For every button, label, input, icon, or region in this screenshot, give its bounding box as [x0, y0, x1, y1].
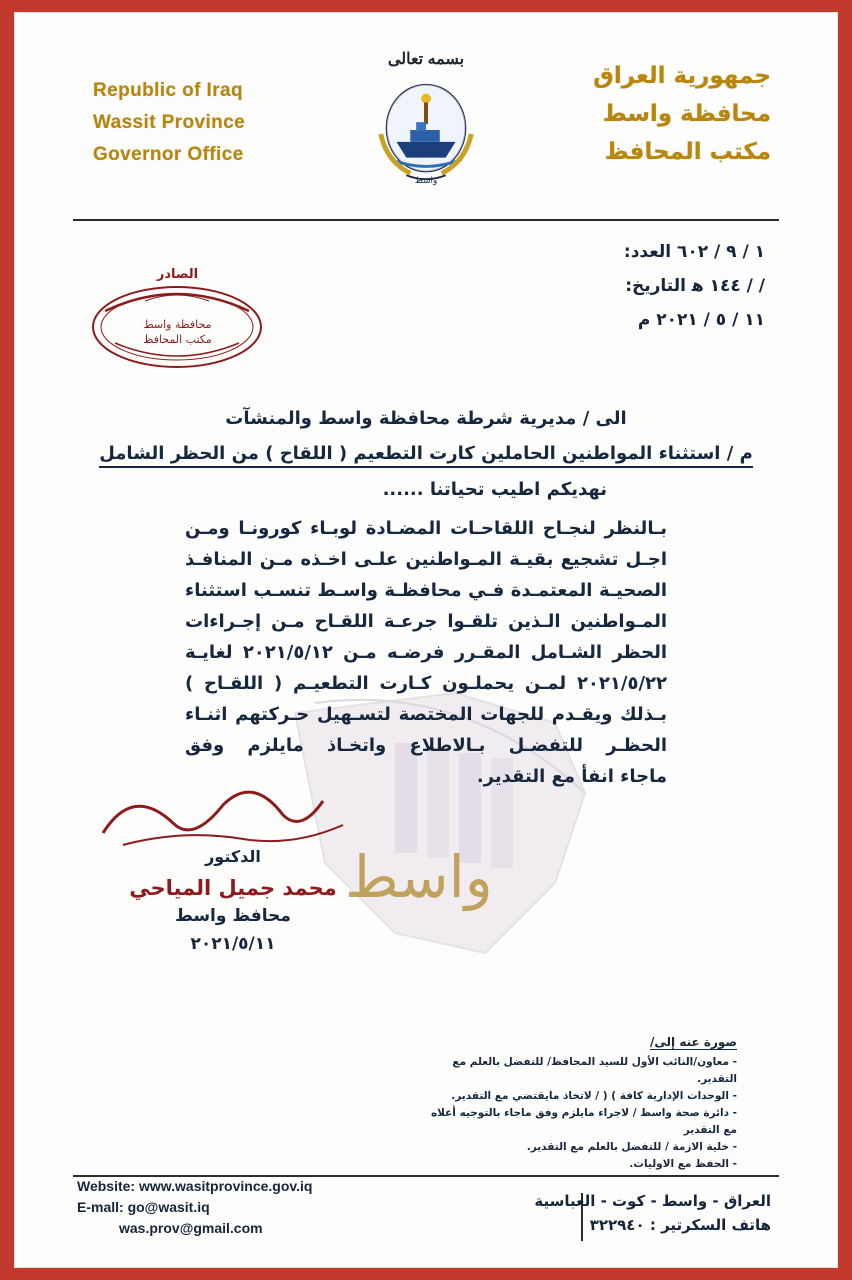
iraq-wasit-emblem-icon: [367, 73, 485, 191]
footer-email-label: E-mall:: [77, 1199, 124, 1215]
reference-date-row: [568, 269, 771, 303]
subject-line: [15, 443, 837, 464]
footer-contact-arabic: [534, 1189, 771, 1237]
footer-website-row: [77, 1176, 312, 1197]
outgoing-stamp: [85, 267, 270, 376]
svg-text:واسط: واسط: [414, 176, 438, 187]
reference-number-label: العدد:: [623, 242, 672, 262]
english-letterhead: [93, 75, 245, 171]
body-paragraph: [185, 513, 667, 792]
gregorian-date-value: ١١ / ٥ / ٢٠٢١ م: [637, 310, 765, 330]
signature-role: محافظ واسط: [175, 906, 291, 926]
signature-title: الدكتور: [205, 847, 261, 866]
greeting-line: نهديكم اطيب تحياتنا ......: [382, 479, 607, 500]
gregorian-date-row: [568, 303, 771, 337]
reference-block: [568, 235, 771, 337]
footer-contact-english: [77, 1176, 312, 1239]
arabic-letterhead: [531, 57, 771, 171]
signature-name: محمد جميل المياحي: [129, 876, 337, 900]
subject-text: م / استثناء المواطنين الحاملين كارت التطعيم ( اللقاح ) من الحظر الشامل: [99, 443, 753, 468]
stamp-line-1: محافظة واسط: [143, 318, 212, 331]
addressee-line: الى / مديرية شرطة محافظة واسط والمنشآت: [225, 408, 627, 429]
stamp-line-2: مكتب المحافظ: [143, 333, 212, 346]
footer-email-value[interactable]: go@wasit.iq: [127, 1199, 210, 1215]
footer-website-label: Website:: [77, 1178, 136, 1194]
cc-list: [417, 1054, 737, 1173]
footer-address: العراق - واسط - كوت - العباسية: [534, 1192, 771, 1210]
footer-email-row: [77, 1197, 312, 1218]
reference-number-value: ١ / ٩ / ٦٠٢: [676, 242, 765, 262]
arabic-line-1: جمهورية العراق: [593, 63, 771, 89]
document-sheet: [14, 12, 838, 1268]
cc-block: [417, 1031, 737, 1173]
watermark-text: واسط: [345, 843, 493, 911]
cc-item: - دائرة صحة واسط / لاجراء مايلزم وفق ماجاء بالتوجيه أعلاه مع التقدير: [430, 1107, 737, 1136]
english-line-3: Governor Office: [93, 144, 244, 165]
signature-block: [93, 783, 373, 954]
body-paragraph-last-line: ماجاء انفأ مع التقدير.: [476, 766, 667, 787]
outgoing-stamp-caption: الصادر: [156, 267, 199, 282]
footer-email2-value[interactable]: was.prov@gmail.com: [119, 1220, 263, 1236]
cc-item: - خلية الازمة / للتفضل بالعلم مع التقدير.: [526, 1141, 737, 1153]
cc-item: - الحفظ مع الاوليات.: [629, 1158, 737, 1170]
handwritten-signature-icon: [93, 783, 373, 853]
header-divider: [73, 219, 779, 221]
hijri-date-value: / / ١٤٤ ﻫ: [691, 276, 765, 296]
body-paragraph-text: بـالنظر لنجـاح اللقاحـات المضـادة لوبـاء كورونـا ومـن اجـل تشجيع بقيـة المـواطنين علـى اخـذه مـن المنافـذ الصحيـة المعتمـدة فـي محافظـة واسـط تنسـب استثناء المـواطنين الـذين تلقـوا جرعـة اللقـاح مـن إجـراءات الحظر الشـامل المقـرر فرضـه مـن ٢٠٢١/٥/١٢ لغايـة ٢٠٢١/٥/٢٢ لمـن يحملـون كـارت التطعيـم ( اللقـاح ) بـذلك ويقـدم للجهات المختصة لتسـهيل حـركتهم اثنـاء الحظـر للتفضـل بـالاطلاع واتخـاذ مايلزم وفق: [185, 518, 667, 756]
cc-item: - معاون/النائب الأول للسيد المحافظ/ للتفضل بالعلم مع التقدير.: [452, 1056, 737, 1085]
signature-date: ٢٠٢١/٥/١١: [190, 934, 276, 954]
english-line-2: Wassit Province: [93, 112, 246, 133]
cc-item: - الوحدات الإدارية كافة ) ( / لاتخاذ مايقتضي مع التقدير.: [451, 1090, 737, 1102]
letterhead: [15, 13, 837, 208]
footer-email2-row: [77, 1218, 312, 1239]
english-line-1: Republic of Iraq: [93, 80, 243, 101]
arabic-line-2: محافظة واسط: [602, 101, 771, 127]
bismillah-text: بسمه تعالى: [387, 51, 465, 68]
arabic-line-3: مكتب المحافظ: [604, 139, 771, 165]
reference-number-row: [568, 235, 771, 269]
footer-phone: هاتف السكرتير : ٣٢٢٩٤٠: [589, 1216, 771, 1234]
reference-date-label: التاريخ:: [625, 276, 686, 296]
cc-title: صورة عنه إلى/: [650, 1035, 737, 1049]
outgoing-stamp-inner: [85, 317, 270, 347]
footer-website-value[interactable]: www.wasitprovince.gov.iq: [138, 1178, 313, 1194]
